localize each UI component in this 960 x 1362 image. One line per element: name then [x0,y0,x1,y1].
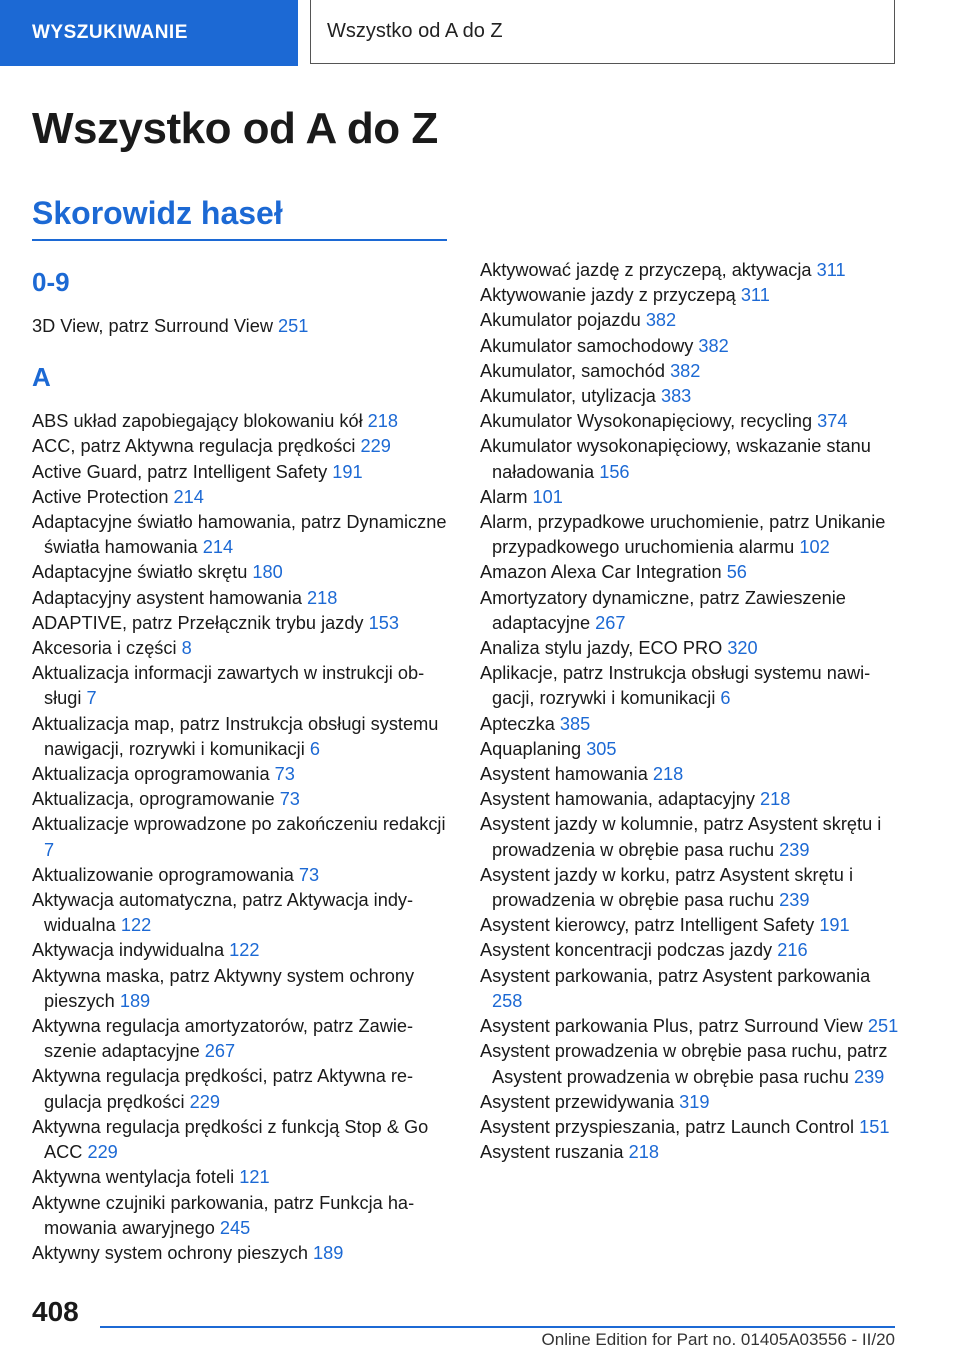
index-entry [32,787,452,812]
index-entry-text: Asystent hamowania [480,764,653,785]
page-link[interactable]: 56 [726,562,747,583]
index-entry [32,560,452,585]
page-link[interactable]: 229 [189,1091,220,1112]
page-link[interactable]: 218 [307,587,338,608]
page-link[interactable]: 319 [679,1091,710,1112]
index-entry [32,460,452,485]
page-link[interactable]: 251 [278,316,309,336]
index-entry-text: Aktywna regulacja amortyzatorów, patrz Zawieszenie adaptacyjne [32,1016,414,1062]
index-entry-text: Akcesoria i części [32,638,182,659]
index-entry [32,1191,452,1241]
page-link[interactable]: 239 [853,1066,885,1087]
page-link[interactable]: 7 [86,688,97,709]
index-entry-text: Aktywna maska, patrz Aktywny system ochrony pieszych [32,965,415,1011]
page-link[interactable]: 122 [229,940,260,961]
index-entry-text: Asystent kierowcy, patrz Intelligent Safety [480,915,820,936]
index-entry-text: Aktualizacje wprowadzone po zakończeniu redakcji [32,814,446,835]
index-entry [480,510,900,560]
index-entry-text: Adaptacyjny asystent hamowania [32,587,307,608]
page-link[interactable]: 218 [760,789,791,810]
index-entry-text: ACC, patrz Aktywna regulacja prędkości [32,436,361,457]
page-link[interactable]: 218 [367,411,399,432]
index-entry-text: Asystent hamowania, adaptacyjny [480,789,761,810]
page-link[interactable]: 73 [274,764,295,785]
index-entry-text: Asystent parkowania, patrz Asystent parkowania [480,965,871,986]
page-link[interactable]: 239 [779,839,810,860]
index-entry [32,485,452,510]
index-entry [32,863,452,888]
index-entry [32,812,452,862]
index-entry-text: Analiza stylu jazdy, ECO PRO [480,638,728,659]
page-link[interactable]: 382 [698,335,729,356]
index-entry-text: Asystent przyspieszania, patrz Launch Control [480,1116,860,1137]
page-link[interactable]: 8 [181,638,192,659]
index-entry [480,964,900,1014]
index-entry-text: Aktywować jazdę z przyczepą, aktywacja [480,260,817,280]
index-entry [480,384,900,409]
page-link[interactable]: 102 [799,537,830,558]
index-entry-text: Aktywacja automatyczna, patrz Aktywacja indywidualna [32,890,414,936]
page-link[interactable]: 191 [819,915,850,936]
index-entry [480,913,900,938]
page-link[interactable]: 311 [816,260,846,280]
index-entry [32,434,452,459]
index-entry [32,661,452,711]
page-link[interactable]: 156 [599,461,630,482]
index-entry [480,308,900,333]
index-entry [32,888,452,938]
page-link[interactable]: 245 [219,1217,251,1238]
page-link[interactable]: 214 [173,486,204,507]
index-entry-text: Aktywna wentylacja foteli [32,1167,240,1188]
index-entry [480,938,900,963]
index-entry [480,762,900,787]
page-link[interactable]: 189 [119,990,151,1011]
index-entry [32,611,452,636]
index-entry [32,762,452,787]
page-link[interactable]: 180 [252,562,283,583]
page-number: 408 [32,1296,79,1327]
index-entry [480,787,900,812]
index-entry-text: ABS układ zapobiegający blokowaniu kół [32,411,368,432]
index-entry [480,636,900,661]
index-entry [480,560,900,585]
edition-info: Online Edition for Part no. 01405A03556 - II/20 [541,1330,895,1349]
index-entry-text: Aktywna regulacja prędkości, patrz Aktywna regulacja prędkości [32,1066,414,1112]
index-entry-text: Aktualizacja, oprogramowanie [32,789,280,810]
index-entry-text: Aktywne czujniki parkowania, patrz Funkcja hamowania awaryjnego [32,1192,415,1238]
index-entry [32,314,452,339]
page-link[interactable]: 267 [595,612,626,633]
index-entry [480,712,900,737]
index-entry [32,1064,452,1114]
section-title: Skorowidz haseł [32,195,283,231]
index-entry-text: Alarm, przypadkowe uruchomienie, patrz Unikanie przypadkowego uruchomienia alarmu [480,512,886,558]
index-entry [32,1165,452,1190]
index-entry [480,737,900,762]
index-entry-text: Adaptacyjne światło skrętu [32,562,253,583]
index-entry [480,334,900,359]
index-entry-text: Akumulator Wysokonapięciowy, recycling [480,411,818,432]
page-link[interactable]: 73 [298,864,320,885]
page-link[interactable]: 258 [492,990,523,1011]
index-entry-text: Aktywny system ochrony pieszych [32,1242,313,1263]
index-entry [480,1140,900,1165]
index-entry-text: Active Guard, patrz Intelligent Safety [32,461,333,482]
page-link[interactable]: 214 [202,537,234,558]
index-entry [480,812,900,862]
page-link[interactable]: 153 [368,612,399,633]
page-link[interactable]: 218 [628,1142,659,1163]
page-link[interactable]: 320 [727,638,758,659]
index-entry-text: Active Protection [32,486,174,507]
page-title: Wszystko od A do Z [32,104,438,153]
index-entry [480,485,900,510]
index-entry-text: Asystent prowadzenia w obrębie pasa ruchu, patrz Asystent prowadzenia w obrębie pasa ruchu [480,1041,888,1087]
index-entry-text: Asystent jazdy w kolumnie, patrz Asystent skrętu i prowadzenia w obrębie pasa ruchu [480,814,882,860]
index-entry [480,258,900,283]
index-entry [480,1115,900,1140]
index-entry-text: Amazon Alexa Car Integration [480,562,727,583]
index-entry-text: Akumulator, samochód [480,360,671,381]
index-entry-text: Asystent jazdy w korku, patrz Asystent skrętu i prowadzenia w obrębie pasa ruchu [480,864,853,911]
page-link[interactable]: 6 [309,738,320,759]
index-entry [480,1090,900,1115]
footer-divider [100,1326,895,1328]
index-group-letter: 0-9 [32,267,70,297]
index-entry-text: Adaptacyjne światło hamowania, patrz Dynamiczne światła hamowania [32,512,447,558]
page-link[interactable]: 6 [720,688,731,709]
header-tabbar [0,0,960,66]
page-link[interactable]: 385 [559,713,591,734]
index-entry-text: 3D View, patrz Surround View [32,316,279,336]
index-entry [480,359,900,384]
index-entry-text: Aktualizowanie oprogramowania [32,864,299,885]
page-link[interactable]: 121 [239,1167,270,1188]
index-entry [480,586,900,636]
index-entry-text: Alarm [480,486,533,507]
page-link[interactable]: 383 [660,386,692,407]
index-entry-text: ADAPTIVE, patrz Przełącznik trybu jazdy [32,612,369,633]
tab-current-section[interactable]: Wszystko od A do Z [310,0,895,64]
page-link[interactable]: 239 [779,890,810,911]
index-entry-text: Apteczka [480,713,560,734]
index-entry-text: Akumulator samochodowy [480,335,699,356]
index-entry-text: Aquaplaning [480,738,587,759]
index-entry [32,636,452,661]
index-entry-text: Aktualizacja informacji zawartych w instrukcji obsługi [32,663,425,709]
index-entry [32,1241,452,1266]
index-column-right [480,258,900,1165]
index-entry-text: Aktualizacja map, patrz Instrukcja obsługi systemu nawigacji, rozrywki i komunikacji [32,713,439,759]
index-entry [480,409,900,434]
page-link[interactable]: 218 [652,764,684,785]
page-link[interactable]: 73 [279,789,300,810]
tab-search[interactable]: WYSZUKIWANIE [0,0,298,66]
page-link[interactable]: 216 [777,940,808,961]
page-link[interactable]: 267 [204,1041,236,1062]
index-entry [480,434,900,484]
index-entry-text: Aktywacja indywidualna [32,940,230,961]
index-group-letter: A [32,362,51,393]
index-entry-text: Aktualizacja oprogramowania [32,764,275,785]
index-entry [480,1039,900,1089]
index-entry-text: Aktywna regulacja prędkości z funkcją Stop & Go ACC [32,1116,429,1163]
page-link[interactable]: 251 [867,1016,899,1037]
index-column-left [32,258,452,1266]
page-link[interactable]: 229 [360,436,391,457]
page-link[interactable]: 374 [817,411,848,432]
index-entry-text: Asystent przewidywania [480,1091,680,1112]
index-entry [32,964,452,1014]
page-link[interactable]: 311 [740,285,770,306]
index-entry [480,1014,900,1039]
index-entry [480,283,900,308]
page-link[interactable]: 122 [120,915,152,936]
index-entry [480,863,900,913]
index-entry-text: Akumulator, utylizacja [480,386,661,407]
page-link[interactable]: 7 [44,839,55,860]
page-link[interactable]: 189 [313,1242,344,1263]
page-link[interactable]: 382 [670,360,701,381]
page-link[interactable]: 382 [645,310,677,331]
index-entry [32,586,452,611]
section-divider [32,239,447,241]
index-entry-text: Akumulator pojazdu [480,310,646,331]
page-link[interactable]: 229 [87,1142,118,1163]
index-entry-text: Aktywowanie jazdy z przyczepą [480,285,741,306]
index-entry-text: Asystent koncentracji podczas jazdy [480,940,778,961]
index-entry [32,409,452,434]
index-entry-text: Amortyzatory dynamiczne, patrz Zawieszenie adaptacyjne [480,587,846,633]
index-entry-text: Akumulator wysokonapięciowy, wskazanie stanu naładowania [480,436,871,482]
page-link[interactable]: 151 [859,1116,890,1137]
index-entry-text: Aplikacje, patrz Instrukcja obsługi systemu nawigacji, rozrywki i komunikacji [480,663,871,709]
index-entry [32,510,452,560]
index-entry-text: Asystent parkowania Plus, patrz Surround View [480,1016,868,1037]
page-link[interactable]: 305 [586,738,617,759]
index-entry [32,938,452,963]
index-entry-text: Asystent ruszania [480,1142,629,1163]
index-entry [480,661,900,711]
page-link[interactable]: 191 [332,461,363,482]
index-entry [32,1014,452,1064]
page-link[interactable]: 101 [532,486,563,507]
index-entry [32,1115,452,1165]
index-entry [32,712,452,762]
